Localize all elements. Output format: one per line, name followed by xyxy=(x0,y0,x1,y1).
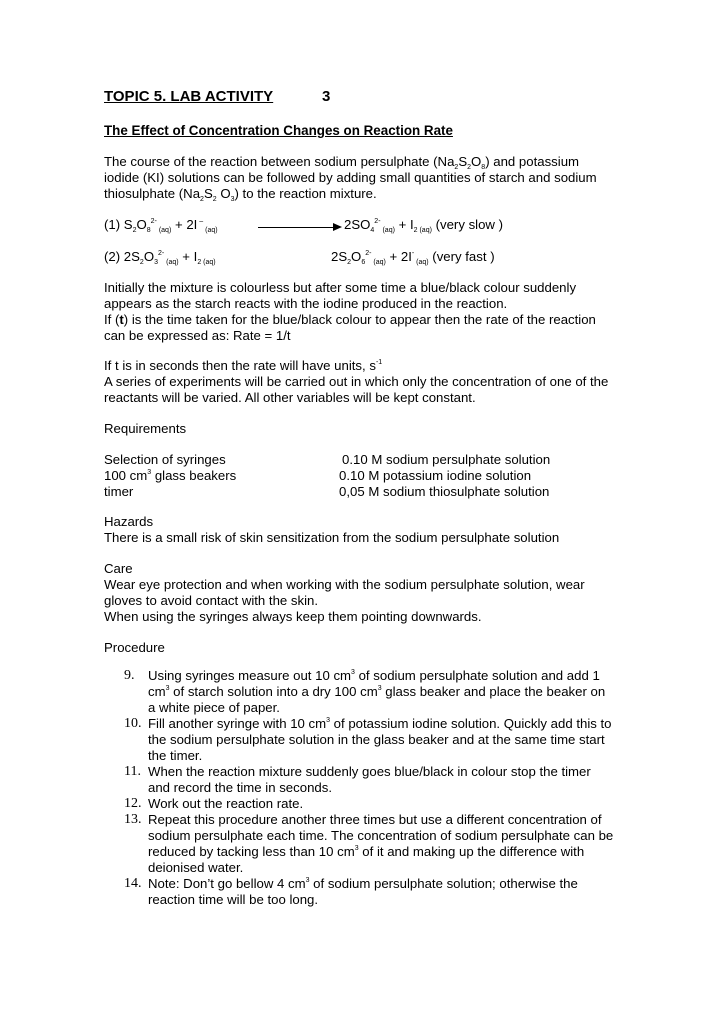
superscript: – xyxy=(197,218,204,225)
text: Using syringes measure out 10 cm xyxy=(148,668,352,683)
para-1-line-3 xyxy=(104,312,596,327)
para-1-line-2: appears as the starch reacts with the iodine produced in the reaction. xyxy=(104,296,508,311)
text: cm xyxy=(148,684,166,699)
reaction-arrow-line xyxy=(258,227,336,228)
para-2-line-3: reactants will be varied. All other variables will be kept constant. xyxy=(104,390,476,405)
procedure-number: 13. xyxy=(124,812,142,827)
requirements-heading: Requirements xyxy=(104,421,187,436)
time-symbol: t xyxy=(119,312,124,327)
superscript: 3 xyxy=(147,469,152,476)
superscript: 2- xyxy=(158,250,165,257)
requirement-right-2: 0.10 M potassium iodine solution xyxy=(339,468,532,483)
care-line-1: Wear eye protection and when working with the sodium persulphate solution, wear xyxy=(104,577,585,592)
eq-text: (2) 2S xyxy=(104,249,140,264)
requirement-left-1: Selection of syringes xyxy=(104,452,226,467)
equation-2-reactants xyxy=(104,249,216,266)
req-text: 100 cm xyxy=(104,468,148,483)
requirement-right-3: 0,05 M sodium thiosulphate solution xyxy=(339,484,550,499)
intro-line-2: iodide (KI) solutions can be followed by adding small quantities of starch and sodium xyxy=(104,170,597,185)
superscript: 2- xyxy=(150,218,157,225)
superscript: 3 xyxy=(326,717,331,724)
care-line-3: When using the syringes always keep them pointing downwards. xyxy=(104,609,482,624)
subscript: (aq) xyxy=(164,259,179,266)
page-title xyxy=(104,88,331,105)
text: of sodium persulphate solution; otherwise the xyxy=(309,876,578,891)
procedure-number: 10. xyxy=(124,716,142,731)
title-number: 3 xyxy=(322,88,331,105)
requirement-right-1: 0.10 M sodium persulphate solution xyxy=(342,452,551,467)
eq-text: 2S xyxy=(331,249,348,264)
procedure-text: Work out the reaction rate. xyxy=(148,796,304,811)
text: Note: Don’t go bellow 4 cm xyxy=(148,876,306,891)
equation-1-products xyxy=(344,217,503,234)
procedure-number: 14. xyxy=(124,876,142,891)
subscript: 2 (aq) xyxy=(197,259,216,266)
procedure-text: When the reaction mixture suddenly goes blue/black in colour stop the timer xyxy=(148,764,591,779)
para-2-line-1 xyxy=(104,358,382,373)
subscript: 2 xyxy=(212,196,217,203)
subscript: (aq) xyxy=(203,227,218,234)
text: of potassium iodine solution. Quickly add this to xyxy=(330,716,612,731)
text: of sodium persulphate solution and add 1 xyxy=(354,668,600,683)
intro-text: O xyxy=(471,154,482,169)
subscript: (aq) xyxy=(371,259,386,266)
eq-text: O xyxy=(136,217,147,232)
eq-text: + I xyxy=(178,249,198,264)
subscript: (aq) xyxy=(156,227,172,234)
procedure-number: 12. xyxy=(124,796,142,811)
reaction-arrow-icon xyxy=(333,223,342,231)
subscript: 2 (aq) xyxy=(413,227,432,234)
intro-text: O xyxy=(216,186,231,201)
superscript: 3 xyxy=(165,685,170,692)
procedure-text xyxy=(148,844,584,859)
eq-text: O xyxy=(143,249,155,264)
para-1-line-1: Initially the mixture is colourless but after some time a blue/black colour suddenly xyxy=(104,280,577,295)
title-text: TOPIC 5. LAB ACTIVITY xyxy=(104,88,274,105)
procedure-text: reaction time will be too long. xyxy=(148,892,319,907)
eq-text: (very slow ) xyxy=(431,217,504,232)
procedure-text xyxy=(148,716,612,731)
subscript: 2 xyxy=(200,196,204,203)
procedure-number: 9. xyxy=(124,668,135,683)
eq-text: (very fast ) xyxy=(428,249,495,264)
subscript: 2 xyxy=(132,227,137,234)
procedure-text: the timer. xyxy=(148,748,203,763)
intro-text: ) and potassium xyxy=(485,154,580,169)
subscript: 2 xyxy=(347,259,352,266)
superscript: - xyxy=(411,250,415,257)
procedure-heading: Procedure xyxy=(104,640,165,655)
subscript: 4 xyxy=(370,227,375,234)
procedure-text: deionised water. xyxy=(148,860,244,875)
eq-text: 2SO xyxy=(344,217,371,232)
superscript: -1 xyxy=(375,359,383,366)
subscript: 8 xyxy=(481,164,486,171)
subscript: (aq) xyxy=(414,259,429,266)
procedure-text: a white piece of paper. xyxy=(148,700,280,715)
para-text: If ( xyxy=(104,312,120,327)
intro-text: S xyxy=(458,154,468,169)
procedure-text xyxy=(148,668,600,683)
requirement-left-2 xyxy=(104,468,236,483)
equation-2-products xyxy=(331,249,495,266)
intro-line-1 xyxy=(104,154,579,171)
para-1-line-4: can be expressed as: Rate = 1/t xyxy=(104,328,291,343)
subscript: 6 xyxy=(361,259,366,266)
subscript: 8 xyxy=(146,227,151,234)
req-text: glass beakers xyxy=(151,468,237,483)
text: reduced by tacking less than 10 cm xyxy=(148,844,355,859)
subscript: 3 xyxy=(154,259,158,266)
para-2-line-2: A series of experiments will be carried out in which only the concentration of one of the xyxy=(104,374,609,389)
subtitle: The Effect of Concentration Changes on Reaction Rate xyxy=(104,123,453,138)
procedure-text: sodium persulphate each time. The concentration of sodium persulphate can be xyxy=(148,828,614,843)
superscript: 3 xyxy=(305,877,310,884)
superscript: 2- xyxy=(365,250,372,257)
superscript: 3 xyxy=(354,845,359,852)
eq-text: + I xyxy=(394,217,414,232)
subscript: 2 xyxy=(454,164,459,171)
subscript: 2 xyxy=(467,164,472,171)
care-line-2: gloves to avoid contact with the skin. xyxy=(104,593,319,608)
eq-text: + 2I xyxy=(171,217,198,232)
subscript: 2 xyxy=(139,259,144,266)
para-text: ) is the time taken for the blue/black colour to appear then the rate of the reaction xyxy=(123,312,596,327)
superscript: 3 xyxy=(377,685,382,692)
intro-text: The course of the reaction between sodium persulphate (Na xyxy=(104,154,455,169)
text: of starch solution into a dry 100 cm xyxy=(169,684,378,699)
procedure-number: 11. xyxy=(124,764,141,779)
intro-text: thiosulphate (Na xyxy=(104,186,201,201)
intro-text: S xyxy=(203,186,213,201)
text: Fill another syringe with 10 cm xyxy=(148,716,327,731)
procedure-text: Repeat this procedure another three times but use a different concentration of xyxy=(148,812,602,827)
superscript: 2- xyxy=(374,218,381,225)
subscript: 3 xyxy=(230,196,235,203)
equation-1-reactants xyxy=(104,217,218,234)
requirement-left-3: timer xyxy=(104,484,134,499)
hazards-text: There is a small risk of skin sensitization from the sodium persulphate solution xyxy=(104,530,560,545)
para-text: If t is in seconds then the rate will have units, s xyxy=(104,358,376,373)
eq-text: + 2I xyxy=(385,249,412,264)
procedure-text: and record the time in seconds. xyxy=(148,780,332,795)
subscript: (aq) xyxy=(380,227,395,234)
hazards-heading: Hazards xyxy=(104,514,154,529)
eq-text: (1) S xyxy=(104,217,133,232)
procedure-text: the sodium persulphate solution in the glass beaker and at the same time start xyxy=(148,732,605,747)
text: glass beaker and place the beaker on xyxy=(381,684,606,699)
intro-text: ) to the reaction mixture. xyxy=(234,186,377,201)
care-heading: Care xyxy=(104,561,133,576)
procedure-text xyxy=(148,876,578,891)
procedure-text xyxy=(148,684,605,699)
superscript: 3 xyxy=(351,669,355,676)
eq-text: O xyxy=(351,249,362,264)
text: of it and making up the difference with xyxy=(358,844,585,859)
intro-line-3 xyxy=(104,186,377,203)
